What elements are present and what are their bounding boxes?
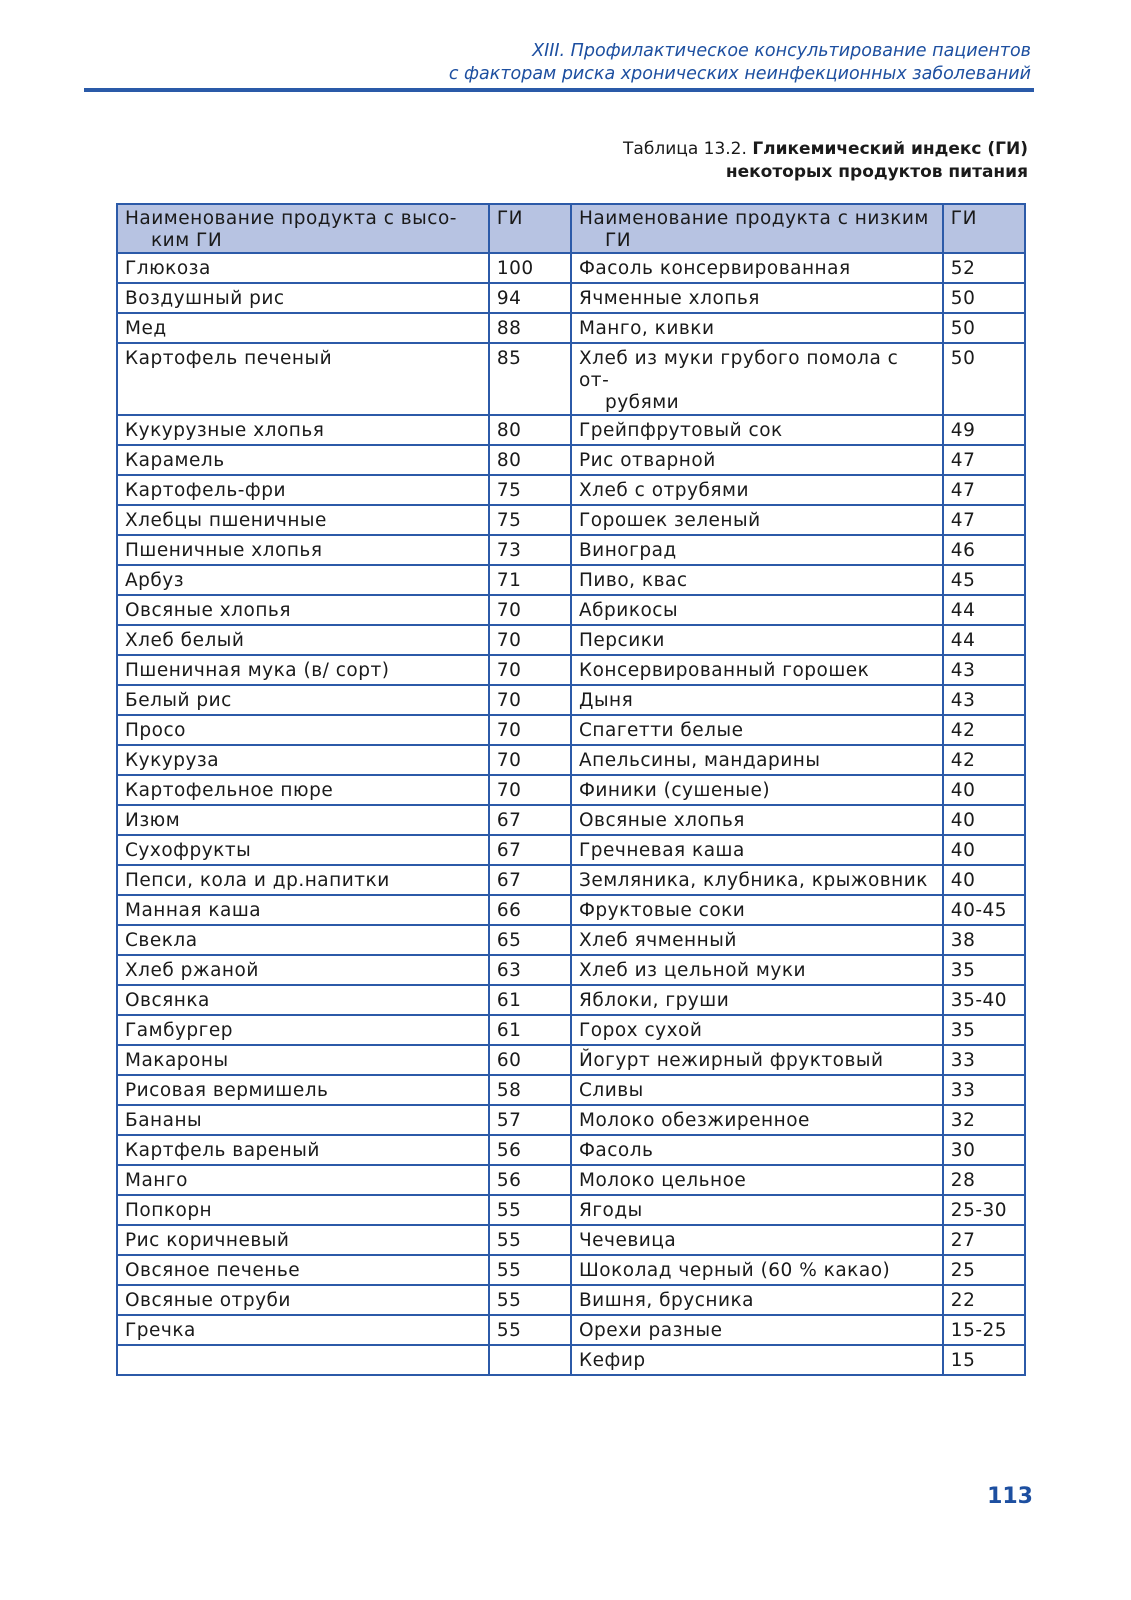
- low-gi-product-name: Консервированный горошек: [571, 655, 943, 685]
- low-gi-product-name: Овсяные хлопья: [571, 805, 943, 835]
- high-gi-product-name: Белый рис: [117, 685, 489, 715]
- high-gi-value: 70: [489, 595, 571, 625]
- high-gi-product-name: Рис коричневый: [117, 1225, 489, 1255]
- low-gi-value: 38: [943, 925, 1025, 955]
- low-gi-value: 47: [943, 445, 1025, 475]
- high-gi-product-name: Гамбургер: [117, 1015, 489, 1045]
- glycemic-index-table: [116, 203, 1026, 1376]
- table-row: [117, 925, 1025, 955]
- low-gi-value: 35-40: [943, 985, 1025, 1015]
- header-low-gi-product-line-1: Наименование продукта с низким: [578, 208, 929, 229]
- low-gi-product-name: Ягоды: [571, 1195, 943, 1225]
- table-row: [117, 283, 1025, 313]
- table-row: [117, 625, 1025, 655]
- low-gi-product-name: Хлеб ячменный: [571, 925, 943, 955]
- low-gi-value: 40: [943, 805, 1025, 835]
- low-gi-value: 25-30: [943, 1195, 1025, 1225]
- high-gi-value: 67: [489, 805, 571, 835]
- table-row: [117, 415, 1025, 445]
- low-gi-product-name: Виноград: [571, 535, 943, 565]
- high-gi-product-name: Мед: [117, 313, 489, 343]
- low-gi-value: 44: [943, 595, 1025, 625]
- high-gi-value: 70: [489, 745, 571, 775]
- low-gi-product-name: Кефир: [571, 1345, 943, 1375]
- table-row: [117, 895, 1025, 925]
- low-gi-value: 28: [943, 1165, 1025, 1195]
- low-gi-value: 50: [943, 283, 1025, 313]
- low-gi-value: 40: [943, 835, 1025, 865]
- low-gi-value: 47: [943, 505, 1025, 535]
- running-header-line-1: XIII. Профилактическое консультирование пациентов: [532, 41, 1031, 61]
- low-gi-product-name: Горошек зеленый: [571, 505, 943, 535]
- low-gi-product-name: Хлеб из цельной муки: [571, 955, 943, 985]
- high-gi-value: 55: [489, 1315, 571, 1345]
- low-gi-product-name: Фасоль: [571, 1135, 943, 1165]
- high-gi-product-name: Хлеб белый: [117, 625, 489, 655]
- high-gi-product-name: Рисовая вермишель: [117, 1075, 489, 1105]
- high-gi-value: [489, 1345, 571, 1375]
- low-gi-product-name: Пиво, квас: [571, 565, 943, 595]
- high-gi-value: 80: [489, 445, 571, 475]
- low-gi-value: 33: [943, 1075, 1025, 1105]
- table-row: [117, 343, 1025, 415]
- table-row: [117, 505, 1025, 535]
- header-low-gi-value: ГИ: [943, 204, 1025, 253]
- low-gi-value: 40: [943, 775, 1025, 805]
- high-gi-value: 70: [489, 655, 571, 685]
- low-gi-product-name: [571, 343, 943, 415]
- high-gi-value: 67: [489, 865, 571, 895]
- table-row: [117, 1045, 1025, 1075]
- low-gi-product-name: Молоко обезжиренное: [571, 1105, 943, 1135]
- high-gi-value: 56: [489, 1135, 571, 1165]
- high-gi-product-name: Пепси, кола и др.напитки: [117, 865, 489, 895]
- table-row: [117, 805, 1025, 835]
- low-gi-product-name: Вишня, брусника: [571, 1285, 943, 1315]
- table-caption-label: Таблица 13.2.: [623, 139, 747, 159]
- low-gi-product-name: Дыня: [571, 685, 943, 715]
- high-gi-product-name: Просо: [117, 715, 489, 745]
- low-gi-product-name: Ячменные хлопья: [571, 283, 943, 313]
- table-row: [117, 1165, 1025, 1195]
- high-gi-product-name: Манго: [117, 1165, 489, 1195]
- low-gi-value: 35: [943, 955, 1025, 985]
- high-gi-product-name: Изюм: [117, 805, 489, 835]
- high-gi-product-name: Бананы: [117, 1105, 489, 1135]
- low-gi-product-name: Спагетти белые: [571, 715, 943, 745]
- high-gi-value: 100: [489, 253, 571, 283]
- table-row: [117, 955, 1025, 985]
- table-row: [117, 1075, 1025, 1105]
- low-gi-value: 43: [943, 655, 1025, 685]
- low-gi-value: 42: [943, 745, 1025, 775]
- high-gi-product-name: Свекла: [117, 925, 489, 955]
- table-row: [117, 985, 1025, 1015]
- high-gi-value: 55: [489, 1195, 571, 1225]
- high-gi-product-name: Арбуз: [117, 565, 489, 595]
- low-gi-product-name: Земляника, клубника, крыжовник: [571, 865, 943, 895]
- table-row: [117, 565, 1025, 595]
- low-gi-value: 22: [943, 1285, 1025, 1315]
- low-gi-product-name: Фруктовые соки: [571, 895, 943, 925]
- low-gi-value: 42: [943, 715, 1025, 745]
- low-gi-value: 43: [943, 685, 1025, 715]
- low-gi-product-name: Хлеб с отрубями: [571, 475, 943, 505]
- high-gi-product-name: Воздушный рис: [117, 283, 489, 313]
- table-row: [117, 1345, 1025, 1375]
- header-high-gi-product-line-2: ким ГИ: [151, 230, 223, 251]
- low-gi-value: 33: [943, 1045, 1025, 1075]
- low-gi-value: 50: [943, 313, 1025, 343]
- table-row: [117, 1195, 1025, 1225]
- table-row: [117, 1015, 1025, 1045]
- low-gi-product-name: Йогурт нежирный фруктовый: [571, 1045, 943, 1075]
- table-row: [117, 1225, 1025, 1255]
- low-gi-value: 35: [943, 1015, 1025, 1045]
- header-divider: [84, 88, 1034, 92]
- high-gi-product-name: Макароны: [117, 1045, 489, 1075]
- high-gi-value: 88: [489, 313, 571, 343]
- low-gi-product-name-line-1: Хлеб из муки грубого помола с от-: [578, 348, 899, 391]
- high-gi-value: 71: [489, 565, 571, 595]
- high-gi-product-name: Попкорн: [117, 1195, 489, 1225]
- table-row: [117, 253, 1025, 283]
- high-gi-value: 75: [489, 505, 571, 535]
- high-gi-value: 85: [489, 343, 571, 415]
- table-row: [117, 865, 1025, 895]
- high-gi-value: 56: [489, 1165, 571, 1195]
- low-gi-value: 50: [943, 343, 1025, 415]
- low-gi-product-name: Горох сухой: [571, 1015, 943, 1045]
- high-gi-value: 61: [489, 985, 571, 1015]
- low-gi-value: 44: [943, 625, 1025, 655]
- high-gi-value: 57: [489, 1105, 571, 1135]
- table-header-row: [117, 204, 1025, 253]
- table-row: [117, 1315, 1025, 1345]
- high-gi-product-name: Картофельное пюре: [117, 775, 489, 805]
- header-high-gi-value: ГИ: [489, 204, 571, 253]
- high-gi-product-name: Сухофрукты: [117, 835, 489, 865]
- low-gi-product-name: Абрикосы: [571, 595, 943, 625]
- table-row: [117, 775, 1025, 805]
- low-gi-product-name: Грейпфрутовый сок: [571, 415, 943, 445]
- low-gi-product-name-line-2: рубями: [604, 392, 680, 413]
- high-gi-product-name: Хлебцы пшеничные: [117, 505, 489, 535]
- low-gi-value: 25: [943, 1255, 1025, 1285]
- high-gi-product-name: Кукурузные хлопья: [117, 415, 489, 445]
- table-row: [117, 715, 1025, 745]
- table-row: [117, 1135, 1025, 1165]
- low-gi-product-name: Орехи разные: [571, 1315, 943, 1345]
- low-gi-value: 46: [943, 535, 1025, 565]
- high-gi-value: 70: [489, 775, 571, 805]
- high-gi-product-name: Овсянка: [117, 985, 489, 1015]
- table-row: [117, 655, 1025, 685]
- low-gi-value: 45: [943, 565, 1025, 595]
- high-gi-value: 70: [489, 685, 571, 715]
- table-row: [117, 595, 1025, 625]
- header-high-gi-product-line-1: Наименование продукта с высо-: [125, 208, 457, 229]
- low-gi-product-name: Гречневая каша: [571, 835, 943, 865]
- high-gi-product-name: Пшеничные хлопья: [117, 535, 489, 565]
- low-gi-product-name: Яблоки, груши: [571, 985, 943, 1015]
- high-gi-product-name: Кукуруза: [117, 745, 489, 775]
- high-gi-product-name: Хлеб ржаной: [117, 955, 489, 985]
- page-number: 113: [987, 1484, 1033, 1509]
- low-gi-product-name: Финики (сушеные): [571, 775, 943, 805]
- high-gi-value: 73: [489, 535, 571, 565]
- low-gi-value: 49: [943, 415, 1025, 445]
- table-row: [117, 1255, 1025, 1285]
- high-gi-product-name: Манная каша: [117, 895, 489, 925]
- table-caption-title-line-2: некоторых продуктов питания: [725, 162, 1028, 182]
- low-gi-value: 52: [943, 253, 1025, 283]
- low-gi-value: 30: [943, 1135, 1025, 1165]
- high-gi-value: 70: [489, 625, 571, 655]
- table-row: [117, 745, 1025, 775]
- low-gi-product-name: Апельсины, мандарины: [571, 745, 943, 775]
- low-gi-value: 15: [943, 1345, 1025, 1375]
- high-gi-product-name: Овсяные отруби: [117, 1285, 489, 1315]
- low-gi-product-name: Молоко цельное: [571, 1165, 943, 1195]
- high-gi-value: 61: [489, 1015, 571, 1045]
- table-row: [117, 685, 1025, 715]
- table-row: [117, 313, 1025, 343]
- high-gi-value: 67: [489, 835, 571, 865]
- table-row: [117, 835, 1025, 865]
- low-gi-product-name: Шоколад черный (60 % какао): [571, 1255, 943, 1285]
- high-gi-value: 55: [489, 1255, 571, 1285]
- high-gi-value: 94: [489, 283, 571, 313]
- table-caption-title-line-1: Гликемический индекс (ГИ): [752, 139, 1028, 159]
- high-gi-product-name: Картофель-фри: [117, 475, 489, 505]
- table-caption: [328, 138, 1028, 184]
- high-gi-product-name: Глюкоза: [117, 253, 489, 283]
- table-row: [117, 535, 1025, 565]
- high-gi-value: 66: [489, 895, 571, 925]
- table-row: [117, 475, 1025, 505]
- high-gi-value: 65: [489, 925, 571, 955]
- high-gi-value: 80: [489, 415, 571, 445]
- high-gi-product-name: Овсяное печенье: [117, 1255, 489, 1285]
- high-gi-value: 58: [489, 1075, 571, 1105]
- table-row: [117, 1105, 1025, 1135]
- low-gi-product-name: Чечевица: [571, 1225, 943, 1255]
- low-gi-value: 40: [943, 865, 1025, 895]
- table-row: [117, 445, 1025, 475]
- high-gi-value: 55: [489, 1225, 571, 1255]
- high-gi-product-name: Гречка: [117, 1315, 489, 1345]
- header-low-gi-product-line-2: ГИ: [604, 230, 632, 251]
- low-gi-product-name: Сливы: [571, 1075, 943, 1105]
- high-gi-product-name: [117, 1345, 489, 1375]
- high-gi-product-name: Картофель печеный: [117, 343, 489, 415]
- high-gi-product-name: Картфель вареный: [117, 1135, 489, 1165]
- low-gi-product-name: Персики: [571, 625, 943, 655]
- high-gi-value: 60: [489, 1045, 571, 1075]
- running-header: [31, 40, 1031, 86]
- high-gi-value: 75: [489, 475, 571, 505]
- low-gi-value: 15-25: [943, 1315, 1025, 1345]
- header-high-gi-product: [117, 204, 489, 253]
- low-gi-value: 27: [943, 1225, 1025, 1255]
- low-gi-value: 40-45: [943, 895, 1025, 925]
- high-gi-value: 55: [489, 1285, 571, 1315]
- low-gi-product-name: Рис отварной: [571, 445, 943, 475]
- low-gi-product-name: Фасоль консервированная: [571, 253, 943, 283]
- running-header-line-2: с факторам риска хронических неинфекционных заболеваний: [448, 64, 1031, 84]
- header-low-gi-product: [571, 204, 943, 253]
- high-gi-product-name: Пшеничная мука (в/ сорт): [117, 655, 489, 685]
- high-gi-product-name: Овсяные хлопья: [117, 595, 489, 625]
- high-gi-value: 63: [489, 955, 571, 985]
- high-gi-value: 70: [489, 715, 571, 745]
- low-gi-value: 32: [943, 1105, 1025, 1135]
- low-gi-product-name: Манго, кивки: [571, 313, 943, 343]
- low-gi-value: 47: [943, 475, 1025, 505]
- table-row: [117, 1285, 1025, 1315]
- high-gi-product-name: Карамель: [117, 445, 489, 475]
